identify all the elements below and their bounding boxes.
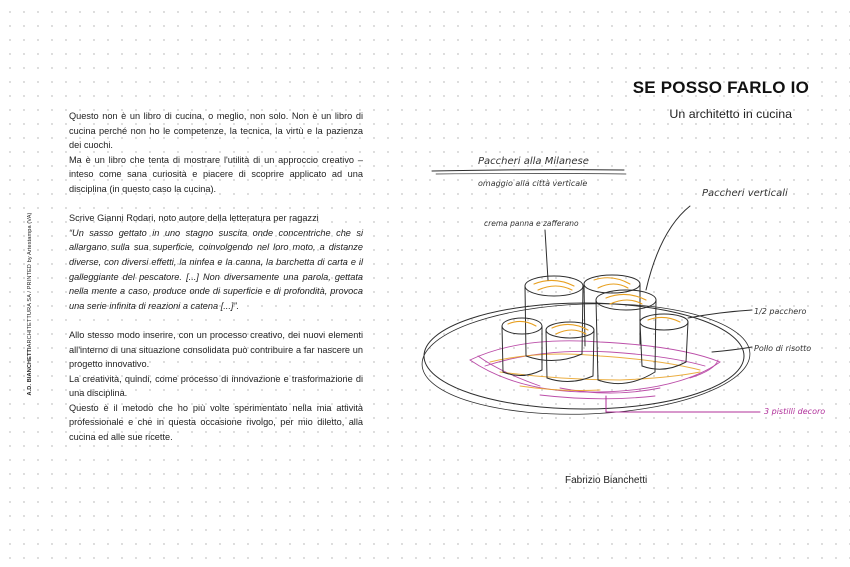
label-paccheri: Paccheri verticali: [702, 188, 788, 199]
heading-underline: [432, 170, 624, 171]
intro-paragraph-3: Scrive Gianni Rodari, noto autore della letteratura per ragazzi: [69, 213, 319, 224]
leader-risotto: [712, 347, 752, 352]
plate-outline: [420, 298, 752, 419]
intro-paragraph-1: Questo non è un libro di cucina, o meglio, non solo. Non è un libro di cucina perché non ho le competenze, la tecnica, la virtù e la pazienza dei cuochi.: [69, 111, 363, 151]
label-risotto: Pollo di risotto: [754, 344, 812, 353]
sketch-subheading: omaggio alla città verticale: [478, 179, 588, 188]
label-half: 1/2 pacchero: [754, 307, 807, 316]
label-cream: crema panna e zafferano: [484, 219, 579, 228]
rodari-quote: “Un sasso gettato in uno stagno suscita onde concentriche che si allargano sulla sua superficie, coinvolgendo nel loro moto, a distanze diverse, con diversi effetti, la ninfea e la canna, la barchetta di carta e il galleggiante del pescatore. [...] Non diversamente una parola, gettata nella mente a caso, produce onde di superficie e di profondità, provoca una serie infinita di reazioni a catena [...]”.: [69, 227, 363, 311]
spine-brand: A.D. BIANCHETTI: [27, 347, 33, 396]
intro-paragraph-6: Questo è il metodo che ho più volte sperimentato nella mia attività professionale e che in questa occasione rivolgo, per mio diletto, alla cucina ed alle sue ricette.: [69, 402, 363, 443]
pacchero-back-1: [525, 276, 583, 361]
leader-paccheri: [646, 206, 690, 290]
heading-underline-2: [436, 174, 626, 175]
sketch-heading: Paccheri alla Milanese: [478, 156, 589, 167]
intro-paragraph-5: La creatività, quindi, come processo di innovazione e trasformazione di una disciplina.: [69, 373, 363, 399]
spine-rest: ARCHITETTURA SA / PRINTED by Artestampa (VA): [27, 212, 33, 348]
book-subtitle: Un architetto in cucina: [669, 107, 792, 121]
intro-paragraph-4: Allo stesso modo inserire, con un processo creativo, dei nuovi elementi all'interno di una situazione consolidata può contribuire a far nascere un progetto innovativo.: [69, 329, 363, 370]
book-title: SE POSSO FARLO IO: [632, 78, 809, 97]
leader-cream: [545, 230, 548, 280]
leader-half: [688, 310, 752, 318]
label-pistils: 3 pistilli decoro: [764, 407, 826, 416]
author-name: Fabrizio Bianchetti: [565, 475, 648, 486]
intro-paragraph-2: Ma è un libro che tenta di mostrare l'utilità di un approccio creativo – inteso come sana curiosità e piacere di scoprire applicato ad una disciplina (in questo caso la cucina).: [69, 154, 363, 194]
saffron-swirl: [490, 354, 700, 391]
pacchero-back-2: [584, 275, 640, 346]
